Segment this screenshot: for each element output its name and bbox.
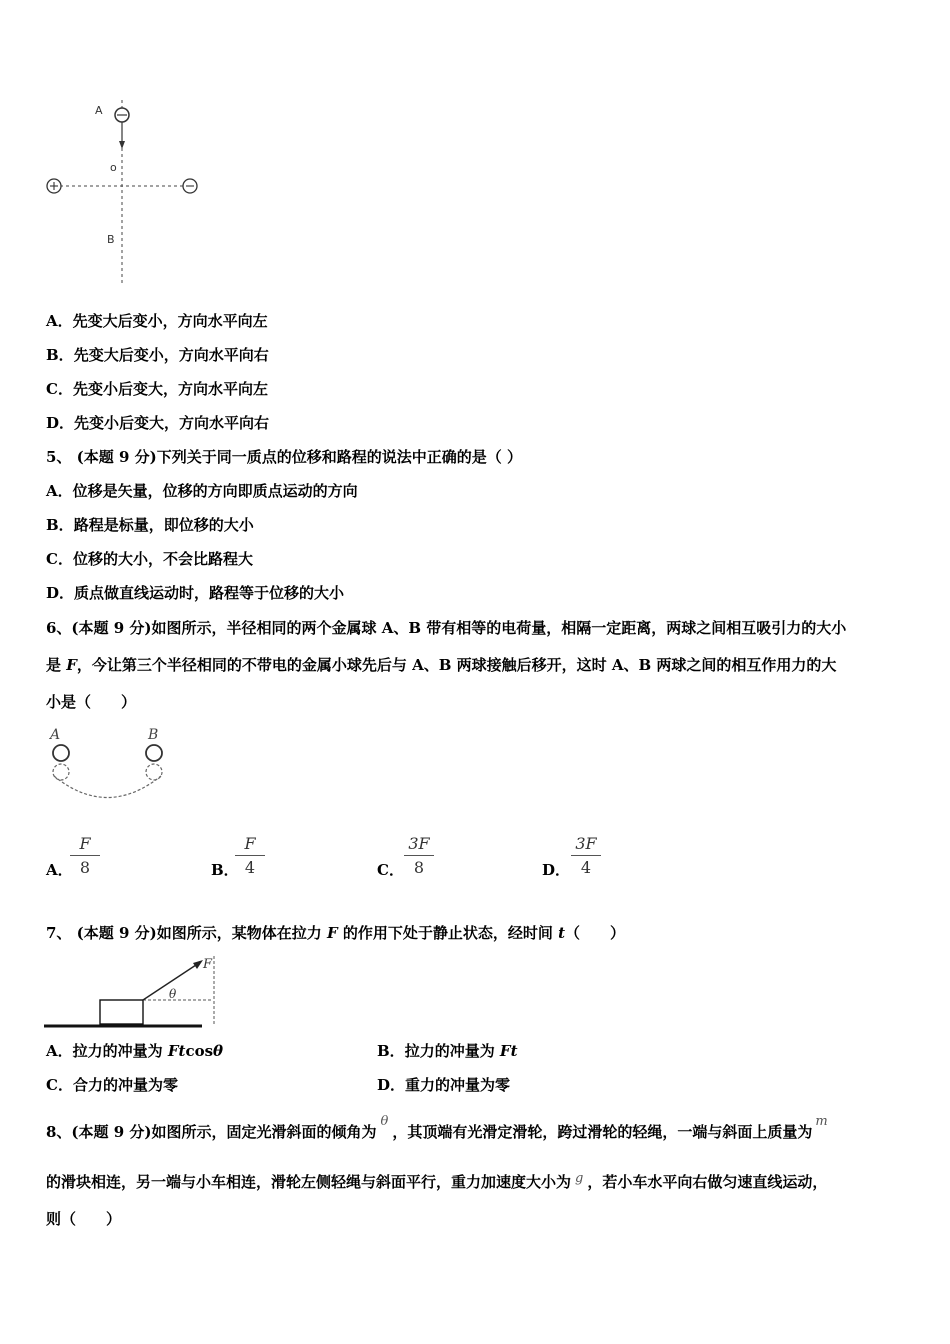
q6-stem-line2: 是 F，今让第三个半径相同的不带电的金属小球先后与 A、B 两球接触后移开，这时 A、B 两球之间的相互作用力的大 bbox=[46, 656, 837, 674]
g-symbol: g bbox=[575, 1171, 584, 1186]
field-diagram bbox=[40, 95, 240, 295]
q4-option-a[interactable]: A．先变大后变小，方向水平向左 bbox=[46, 312, 268, 330]
block-force-diagram bbox=[44, 954, 224, 1034]
arrow-down-icon bbox=[119, 141, 125, 149]
q4-option-b[interactable]: B．先变大后变小，方向水平向右 bbox=[46, 346, 269, 364]
sphere-b bbox=[146, 745, 162, 761]
q6-option-b-frac[interactable]: $\frac{F}{4}$ bbox=[235, 834, 265, 877]
q7-option-c[interactable]: C．合力的冲量为零 bbox=[46, 1076, 178, 1094]
q5-option-b[interactable]: B．路程是标量，即位移的大小 bbox=[46, 516, 254, 534]
theta-symbol: θ bbox=[380, 1114, 389, 1129]
two-spheres-diagram bbox=[44, 724, 184, 804]
q8-stem-line1: 8、(本题 9 分)如图所示，固定光滑斜面的倾角为θ，其顶端有光滑定滑轮，跨过滑轮的轻绳，一端与斜面上质量为m bbox=[46, 1114, 828, 1141]
sphere-b-label: B bbox=[148, 727, 159, 743]
q6-option-a-frac[interactable]: $\frac{F}{8}$ bbox=[70, 834, 100, 877]
force-label: F bbox=[203, 957, 213, 972]
q6-stem-line3: 小是（ ） bbox=[46, 693, 137, 711]
force-arrow-icon bbox=[193, 960, 203, 969]
sphere-a bbox=[53, 745, 69, 761]
q5-option-d[interactable]: D．质点做直线运动时，路程等于位移的大小 bbox=[46, 584, 345, 602]
label-b: B bbox=[107, 233, 115, 246]
block bbox=[100, 1000, 143, 1024]
q5-option-a[interactable]: A．位移是矢量，位移的方向即质点运动的方向 bbox=[46, 482, 358, 500]
q4-option-c[interactable]: C．先变小后变大，方向水平向左 bbox=[46, 380, 268, 398]
q5-stem: 5、 (本题 9 分)下列关于同一质点的位移和路程的说法中正确的是（ ） bbox=[46, 448, 522, 466]
q6-stem-line1: 6、(本题 9 分)如图所示，半径相同的两个金属球 A、B 带有相等的电荷量，相隔一定距离，两球之间相互吸引力的大小 bbox=[46, 619, 847, 637]
q7-option-a[interactable]: A．拉力的冲量为 Ftcosθ bbox=[46, 1042, 224, 1060]
q8-stem-line3: 则（ ） bbox=[46, 1210, 122, 1228]
q8-stem-line2: 的滑块相连，另一端与小车相连，滑轮左侧轻绳与斜面平行，重力加速度大小为 g ，若小车水平向右做匀速直线运动， bbox=[46, 1171, 828, 1191]
q4-option-d[interactable]: D．先变小后变大，方向水平向右 bbox=[46, 414, 270, 432]
q6-option-d[interactable]: D． bbox=[542, 861, 571, 879]
sphere-a-label: A bbox=[50, 727, 61, 743]
q7-stem: 7、 (本题 9 分)如图所示，某物体在拉力 F 的作用下处于静止状态，经时间 t（ ） bbox=[46, 924, 626, 942]
label-o: o bbox=[110, 161, 117, 174]
mass-symbol: m bbox=[815, 1114, 828, 1129]
label-a: A bbox=[95, 104, 103, 117]
q6-option-d-frac[interactable]: $\frac{3F}{4}$ bbox=[571, 834, 601, 877]
q6-option-c-frac[interactable]: $\frac{3F}{8}$ bbox=[404, 834, 434, 877]
q6-option-c[interactable]: C． bbox=[377, 861, 404, 879]
q6-option-b[interactable]: B． bbox=[211, 861, 239, 879]
q7-option-b[interactable]: B．拉力的冲量为 Ft bbox=[377, 1042, 518, 1060]
angle-label: θ bbox=[169, 987, 177, 1001]
q7-option-d[interactable]: D．重力的冲量为零 bbox=[377, 1076, 511, 1094]
q5-option-c[interactable]: C．位移的大小，不会比路程大 bbox=[46, 550, 253, 568]
q6-option-a[interactable]: A． bbox=[46, 861, 73, 879]
